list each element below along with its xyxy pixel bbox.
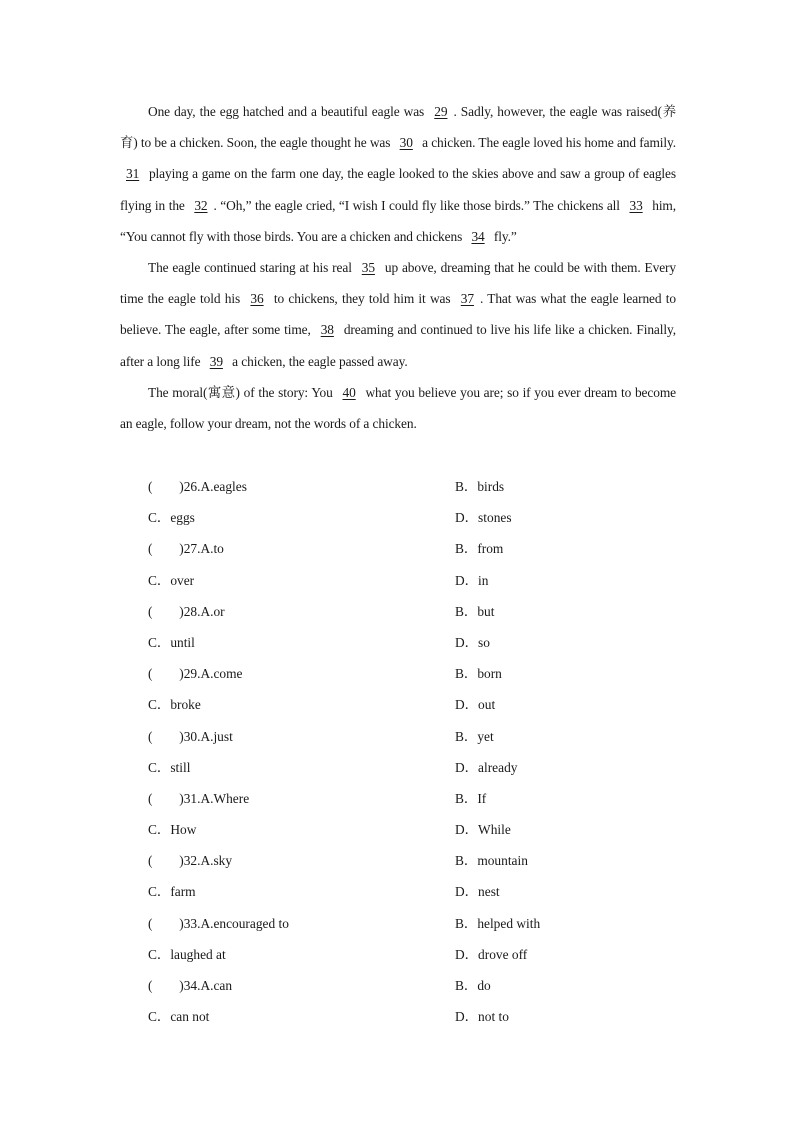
answer-blank-39: 39 — [209, 353, 223, 369]
option-left: ( )30.A.just — [148, 728, 233, 744]
answer-blank-30: 30 — [399, 135, 413, 151]
option-row — [148, 970, 708, 1001]
passage-text: . That was what the eagle learned to believe. The eagle, after some time, — [120, 291, 676, 338]
passage-text: him, “You cannot fly with those birds. You are a chicken and chickens — [120, 197, 676, 244]
option-right: D．already — [455, 759, 518, 775]
option-right: B．If — [455, 790, 487, 806]
option-right: D．nest — [455, 884, 500, 900]
option-right: D．While — [455, 822, 511, 838]
passage-text: fly.” — [490, 228, 517, 244]
passage-text: what you believe you are; so if you ever dream to become an eagle, follow your dream, not the words of a chicken. — [120, 384, 676, 432]
passage — [120, 96, 676, 439]
passage-text: . “Oh,” the eagle cried, “I wish I could fly like those birds.” The chickens all — [213, 197, 624, 213]
passage-text: One day, the egg hatched and a beautiful eagle was — [148, 104, 429, 119]
answer-blank-37: 37 — [460, 291, 474, 307]
paragraph-1 — [120, 96, 676, 252]
option-left: ( )32.A.sky — [148, 853, 233, 869]
answer-blank-34: 34 — [471, 228, 485, 244]
option-right: D．not to — [455, 1009, 509, 1025]
option-left: C．still — [148, 759, 191, 775]
option-row — [148, 876, 708, 907]
option-left: C．eggs — [148, 510, 195, 526]
option-left: C．How — [148, 822, 197, 838]
option-row — [148, 814, 708, 845]
option-row — [148, 502, 708, 533]
paragraph-3 — [120, 377, 676, 439]
answer-blank-36: 36 — [250, 291, 264, 307]
option-right: B．mountain — [455, 853, 528, 869]
option-right: B．birds — [455, 479, 505, 494]
answer-blank-35: 35 — [361, 260, 375, 276]
option-right: D．stones — [455, 510, 512, 526]
option-row — [148, 908, 708, 939]
option-row — [148, 658, 708, 689]
passage-text: dreaming and continued to live his life like a chicken. Finally, after a long life — [120, 322, 676, 369]
answer-blank-31: 31 — [126, 166, 140, 182]
option-left: ( )28.A.or — [148, 603, 225, 619]
option-left: C．until — [148, 634, 195, 650]
option-row — [148, 752, 708, 783]
answer-blank-32: 32 — [194, 197, 208, 213]
passage-text: playing a game on the farm one day, the eagle looked to the skies above and saw a group of eagles flying in the — [120, 166, 676, 213]
option-right: B．from — [455, 541, 504, 557]
passage-text: a chicken. The eagle loved his home and family. — [418, 135, 676, 151]
option-row — [148, 596, 708, 627]
passage-text: up above, dreaming that he could be with them. Every time the eagle told his — [120, 260, 677, 307]
passage-text: . Sadly, however, the eagle was raised(养育) to be a chicken. Soon, the eagle thought he was — [120, 104, 676, 151]
option-left: ( )27.A.to — [148, 541, 224, 557]
answer-blank-29: 29 — [434, 104, 448, 119]
option-left: ( )29.A.come — [148, 666, 243, 682]
option-left: C．farm — [148, 884, 196, 900]
option-row — [148, 845, 708, 876]
option-left: ( )33.A.encouraged to — [148, 915, 289, 931]
option-left: ( )31.A.Where — [148, 790, 250, 806]
option-row — [148, 533, 708, 564]
passage-text: to chickens, they told him it was — [269, 291, 455, 307]
option-right: D．drove off — [455, 946, 528, 962]
option-row — [148, 689, 708, 720]
option-row — [148, 783, 708, 814]
option-right: B．but — [455, 603, 495, 619]
option-left: C．can not — [148, 1009, 210, 1025]
option-right: B．helped with — [455, 915, 541, 931]
answer-blank-33: 33 — [629, 197, 643, 213]
option-right: B．yet — [455, 728, 494, 744]
option-left: ( )34.A.can — [148, 978, 233, 993]
option-left: C．over — [148, 572, 195, 588]
option-right: B．born — [455, 666, 502, 682]
option-row — [148, 565, 708, 596]
option-row — [148, 471, 708, 502]
option-right: D．in — [455, 572, 489, 588]
passage-text: The moral(寓意) of the story: You — [148, 384, 337, 400]
paragraph-2 — [120, 252, 676, 377]
option-left: C．laughed at — [148, 946, 226, 962]
option-row — [148, 939, 708, 970]
option-right: D．out — [455, 697, 496, 713]
passage-text: a chicken, the eagle passed away. — [228, 353, 408, 369]
passage-text: The eagle continued staring at his real — [148, 260, 356, 276]
answer-blank-38: 38 — [320, 322, 334, 338]
question-options — [148, 471, 708, 1032]
option-left: C．broke — [148, 697, 201, 713]
option-row — [148, 627, 708, 658]
option-right: B．do — [455, 978, 491, 993]
option-row — [148, 1001, 708, 1032]
option-right: D．so — [455, 634, 490, 650]
answer-blank-40: 40 — [342, 384, 356, 400]
option-left: ( )26.A.eagles — [148, 479, 247, 494]
option-row — [148, 721, 708, 752]
